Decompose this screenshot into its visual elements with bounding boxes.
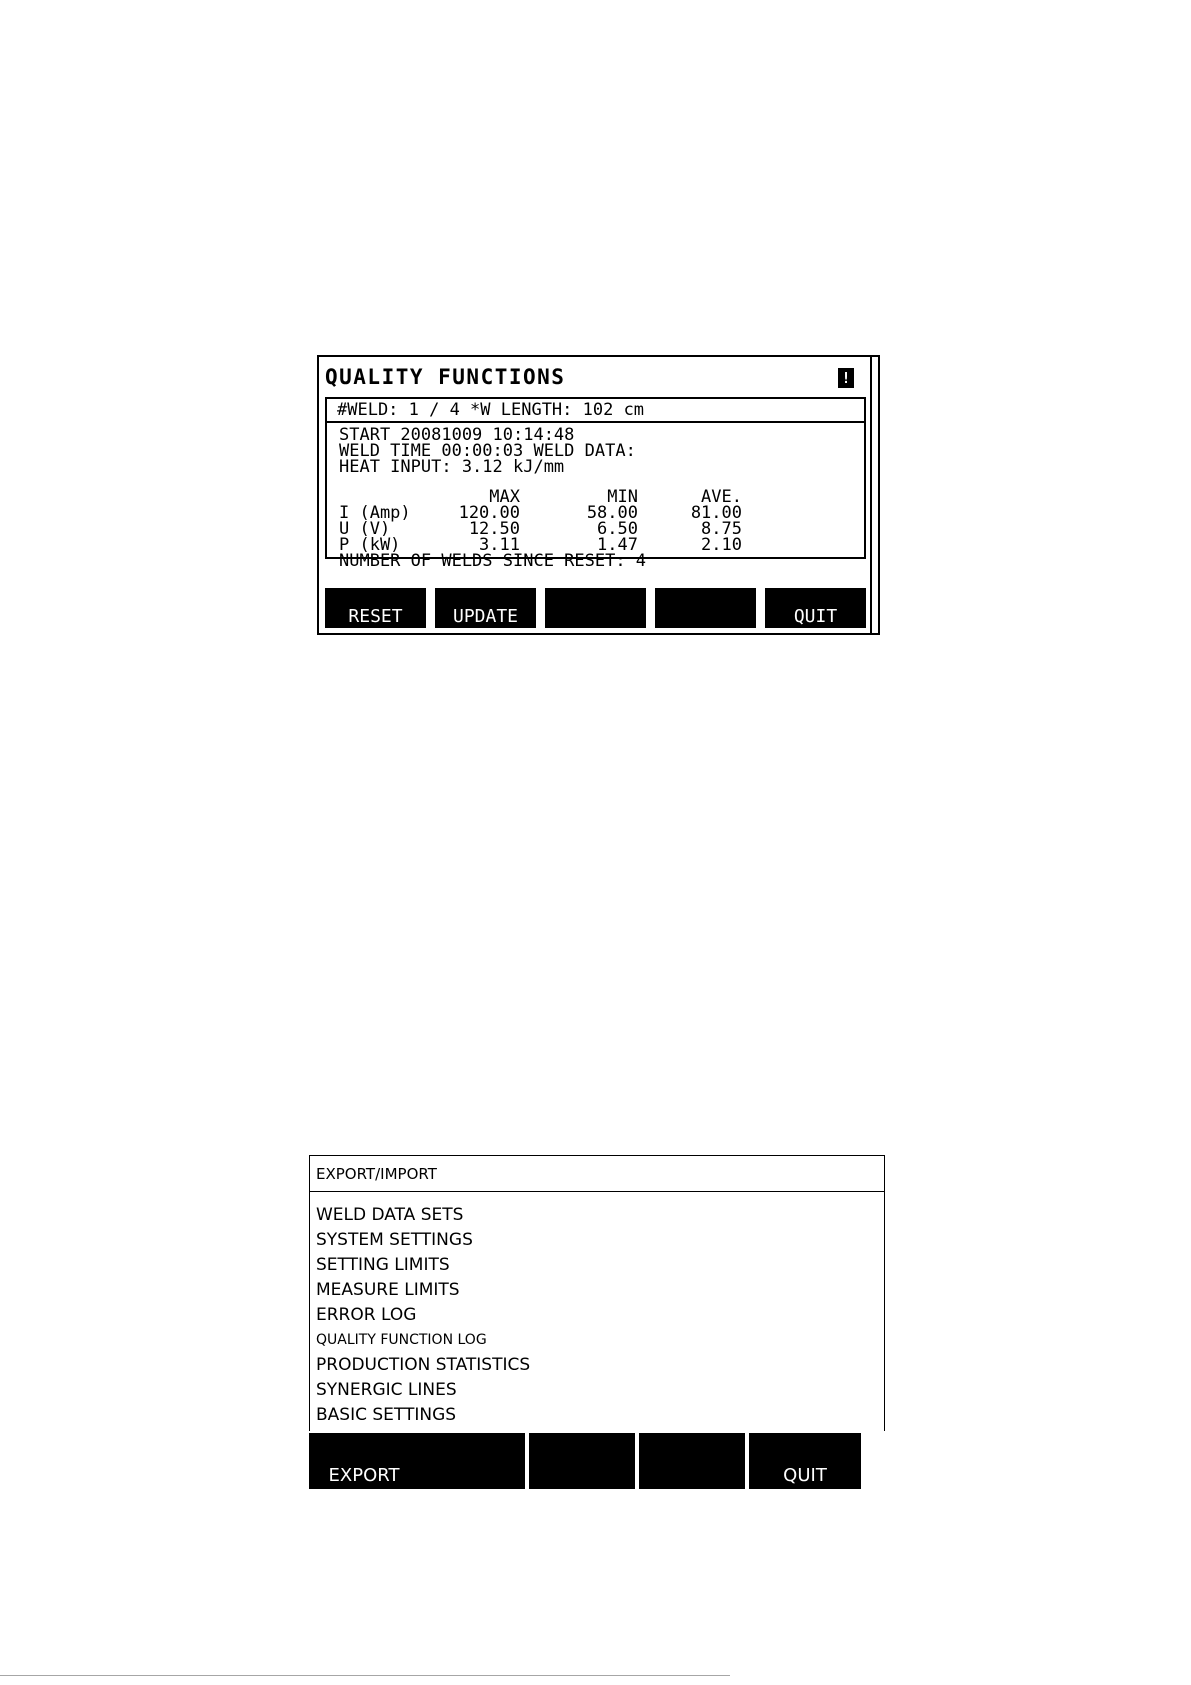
start-line: START 20081009 10:14:48 — [339, 425, 575, 445]
row-label: P (kW) — [339, 535, 401, 555]
list-item-measure-limits[interactable]: MEASURE LIMITS — [316, 1280, 460, 1300]
list-item-weld-data-sets[interactable]: WELD DATA SETS — [316, 1205, 464, 1225]
export-import-screen — [309, 1155, 887, 1489]
column-header-max: MAX — [489, 487, 520, 507]
export-button[interactable]: EXPORT — [309, 1433, 419, 1489]
weld-time-line: WELD TIME 00:00:03 WELD DATA: — [339, 441, 636, 461]
row-max: 120.00 — [458, 503, 520, 523]
page-title: EXPORT/IMPORT — [309, 1155, 885, 1192]
quality-functions-screen — [317, 355, 880, 635]
page-rule — [0, 1675, 730, 1676]
quit-button[interactable]: QUIT — [765, 588, 866, 628]
update-button[interactable]: UPDATE — [435, 588, 536, 628]
row-max: 12.50 — [468, 519, 520, 539]
softkey-4-button[interactable] — [639, 1433, 745, 1489]
row-min: 6.50 — [597, 519, 638, 539]
row-min: 1.47 — [597, 535, 638, 555]
column-header-min: MIN — [607, 487, 638, 507]
softkey-2-button[interactable] — [419, 1433, 525, 1489]
heat-input-line: HEAT INPUT: 3.12 kJ/mm — [339, 457, 565, 477]
reset-button[interactable]: RESET — [325, 588, 426, 628]
column-header-ave: AVE. — [701, 487, 742, 507]
list-item-system-settings[interactable]: SYSTEM SETTINGS — [316, 1230, 473, 1250]
list-item-quality-function-log[interactable]: QUALITY FUNCTION LOG — [316, 1332, 487, 1348]
row-label: U (V) — [339, 519, 391, 539]
export-list — [309, 1191, 885, 1431]
softkey-4-button[interactable] — [655, 588, 756, 628]
welds-since-reset: NUMBER OF WELDS SINCE RESET: 4 — [339, 551, 647, 571]
row-ave: 8.75 — [701, 519, 742, 539]
row-label: I (Amp) — [339, 503, 411, 523]
row-min: 58.00 — [586, 503, 638, 523]
row-ave: 2.10 — [701, 535, 742, 555]
softkey-bar — [325, 588, 866, 628]
softkey-3-button[interactable] — [529, 1433, 635, 1489]
softkey-bar — [309, 1433, 887, 1489]
list-item-production-statistics[interactable]: PRODUCTION STATISTICS — [316, 1355, 531, 1375]
row-max: 3.11 — [479, 535, 520, 555]
list-item-basic-settings[interactable]: BASIC SETTINGS — [316, 1405, 457, 1425]
weld-header: #WELD: 1 / 4 *W LENGTH: 102 cm — [325, 397, 866, 423]
list-item-error-log[interactable]: ERROR LOG — [316, 1305, 417, 1325]
softkey-3-button[interactable] — [545, 588, 646, 628]
list-item-synergic-lines[interactable]: SYNERGIC LINES — [316, 1380, 457, 1400]
weld-data-panel — [325, 423, 866, 571]
warning-icon: ! — [838, 368, 854, 388]
row-ave: 81.00 — [690, 503, 742, 523]
list-item-setting-limits[interactable]: SETTING LIMITS — [316, 1255, 450, 1275]
page-title: QUALITY FUNCTIONS — [325, 365, 566, 389]
quit-button[interactable]: QUIT — [749, 1433, 861, 1489]
